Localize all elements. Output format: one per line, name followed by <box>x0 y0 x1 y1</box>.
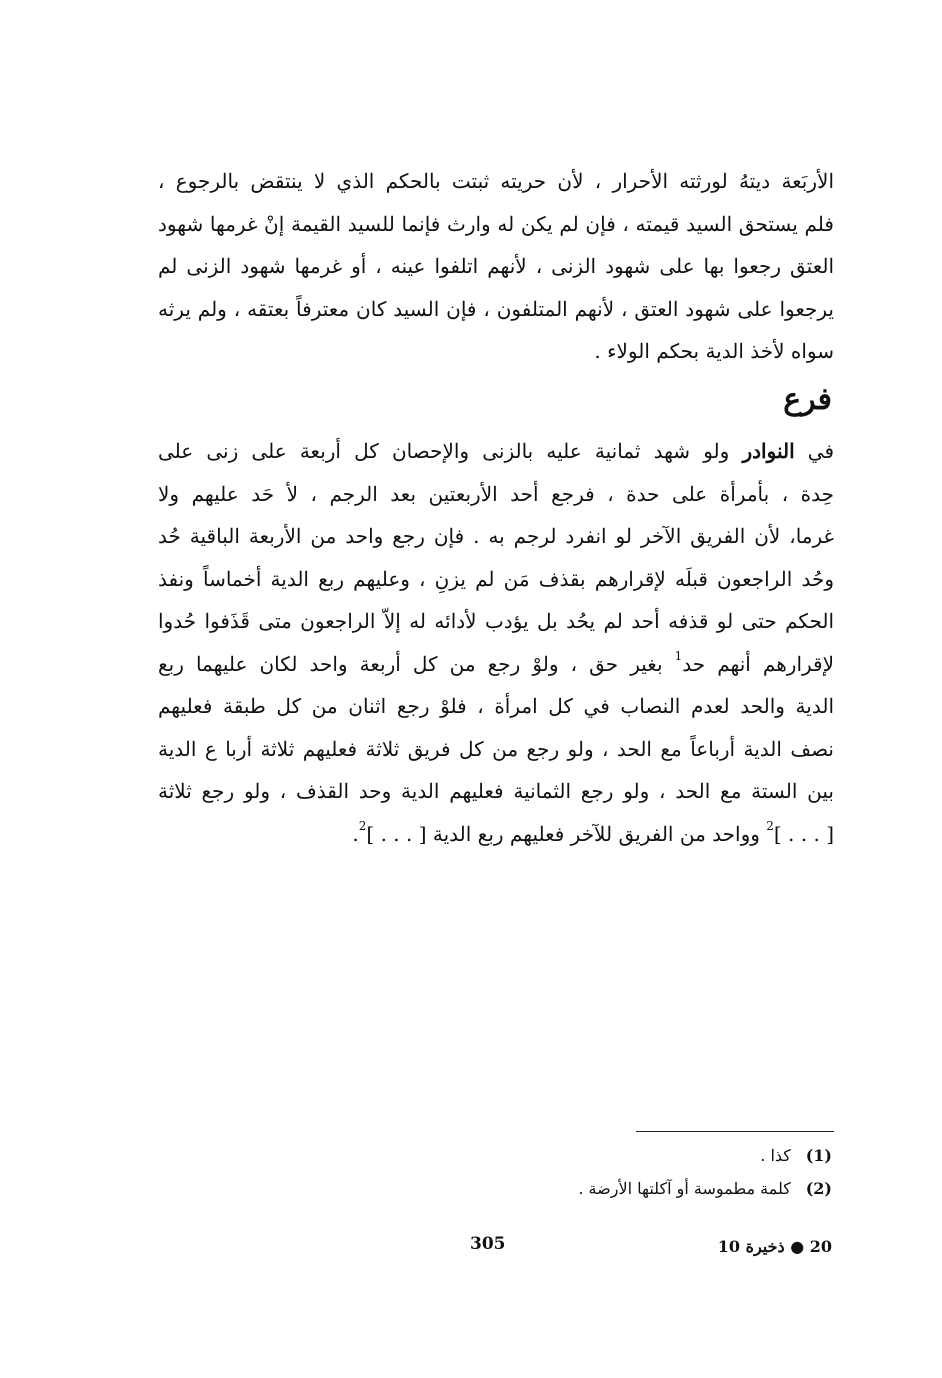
source-title: النوادر <box>742 439 795 463</box>
text-line: وحُد الراجعون قبلَه لإقرارهم بقذف مَن لم يزنِ ، وعليهم ربع الدية أخماساً ونفذ <box>158 566 834 591</box>
text-line: العتق رجعوا بها على شهود الزنى ، لأنهم اتلفوا عينه ، أو غرمها شهود الزنى لم <box>158 254 834 278</box>
section-heading: فرع <box>783 382 832 417</box>
text-segment: بغير حق ، ولوْ رجع من كل أربعة واحد لكان عليهما ربع <box>158 651 663 676</box>
text-line: الأربَعة ديتهُ لورثته الأحرار ، لأن حريته ثبتت بالحكم الذي لا ينتقض بالرجوع ، <box>158 169 834 193</box>
text-line: فلم يستحق السيد قيمته ، فإن لم يكن له وارث فإنما للسيد القيمة إنْ غرمها شهود <box>158 211 834 236</box>
text-line: يرجعوا على شهود العتق ، لأنهم المتلفون ، فإن السيد كان معترفاً بعتقه ، ولم يرثه <box>158 296 834 321</box>
text-segment: في <box>807 439 835 463</box>
text-segment: . <box>352 821 359 846</box>
text-segment: وواحد من الفريق للآخر فعليهم ربع الدية [ . . . ] <box>366 821 760 846</box>
text-line <box>158 430 834 473</box>
footnote-text: كذا . <box>760 1146 791 1165</box>
text-line: الحكم حتى لو قذفه أحد لم يحُد بل يؤدب لأدائه له إلاّ الراجعون متى قَذَفوا حُدوا <box>158 609 834 633</box>
text-segment: لإقرارهم أنهم حد <box>682 651 834 676</box>
printer-signature: 20 ● ذخيرة 10 <box>717 1237 832 1256</box>
footnote-2 <box>578 1178 832 1200</box>
footnote-1 <box>760 1145 832 1167</box>
text-segment: ولو شهد ثمانية عليه بالزنى والإحصان كل أربعة على زنى على <box>158 439 730 463</box>
paragraph-2 <box>158 430 834 855</box>
text-line: حِدة ، بأمرأة على حدة ، فرجع أحد الأربعتين بعد الرجم ، لأ حَد عليهم ولا <box>158 481 835 506</box>
text-line: نصف الدية أرباعاً مع الحد ، ولو رجع من كل فريق ثلاثة فعليهم ثلاثة أربا ع الدية <box>158 736 834 761</box>
text-line <box>158 813 834 856</box>
footnote-ref-2: 2 <box>766 818 774 833</box>
text-line: الدية والحد لعدم النصاب في كل امرأة ، فلوْ رجع اثنان من كل طبقة فعليهم <box>158 694 834 718</box>
text-line <box>158 643 834 686</box>
footnote-number: (1) <box>805 1146 832 1165</box>
text-line: بين الستة مع الحد ، ولو رجع الثمانية فعليهم الدية وحد القذف ، ولو رجع ثلاثة <box>158 779 834 803</box>
footnote-ref-1: 1 <box>674 648 683 663</box>
footnote-ref-2: 2 <box>358 818 367 833</box>
text-line: غرما، لأن الفريق الآخر لو انفرد لرجم به . فإن رجع واحد من الأربعة الباقية حُد <box>158 524 834 548</box>
paragraph-1 <box>158 160 834 373</box>
text-segment: [ . . . ] <box>773 821 834 846</box>
footnote-divider <box>636 1131 834 1132</box>
footnote-text: كلمة مطموسة أو آكلتها الأرضة . <box>578 1179 791 1198</box>
page-number: 305 <box>470 1234 506 1254</box>
text-line: سواه لأخذ الدية بحكم الولاء . <box>594 339 834 363</box>
footnote-number: (2) <box>805 1179 832 1198</box>
